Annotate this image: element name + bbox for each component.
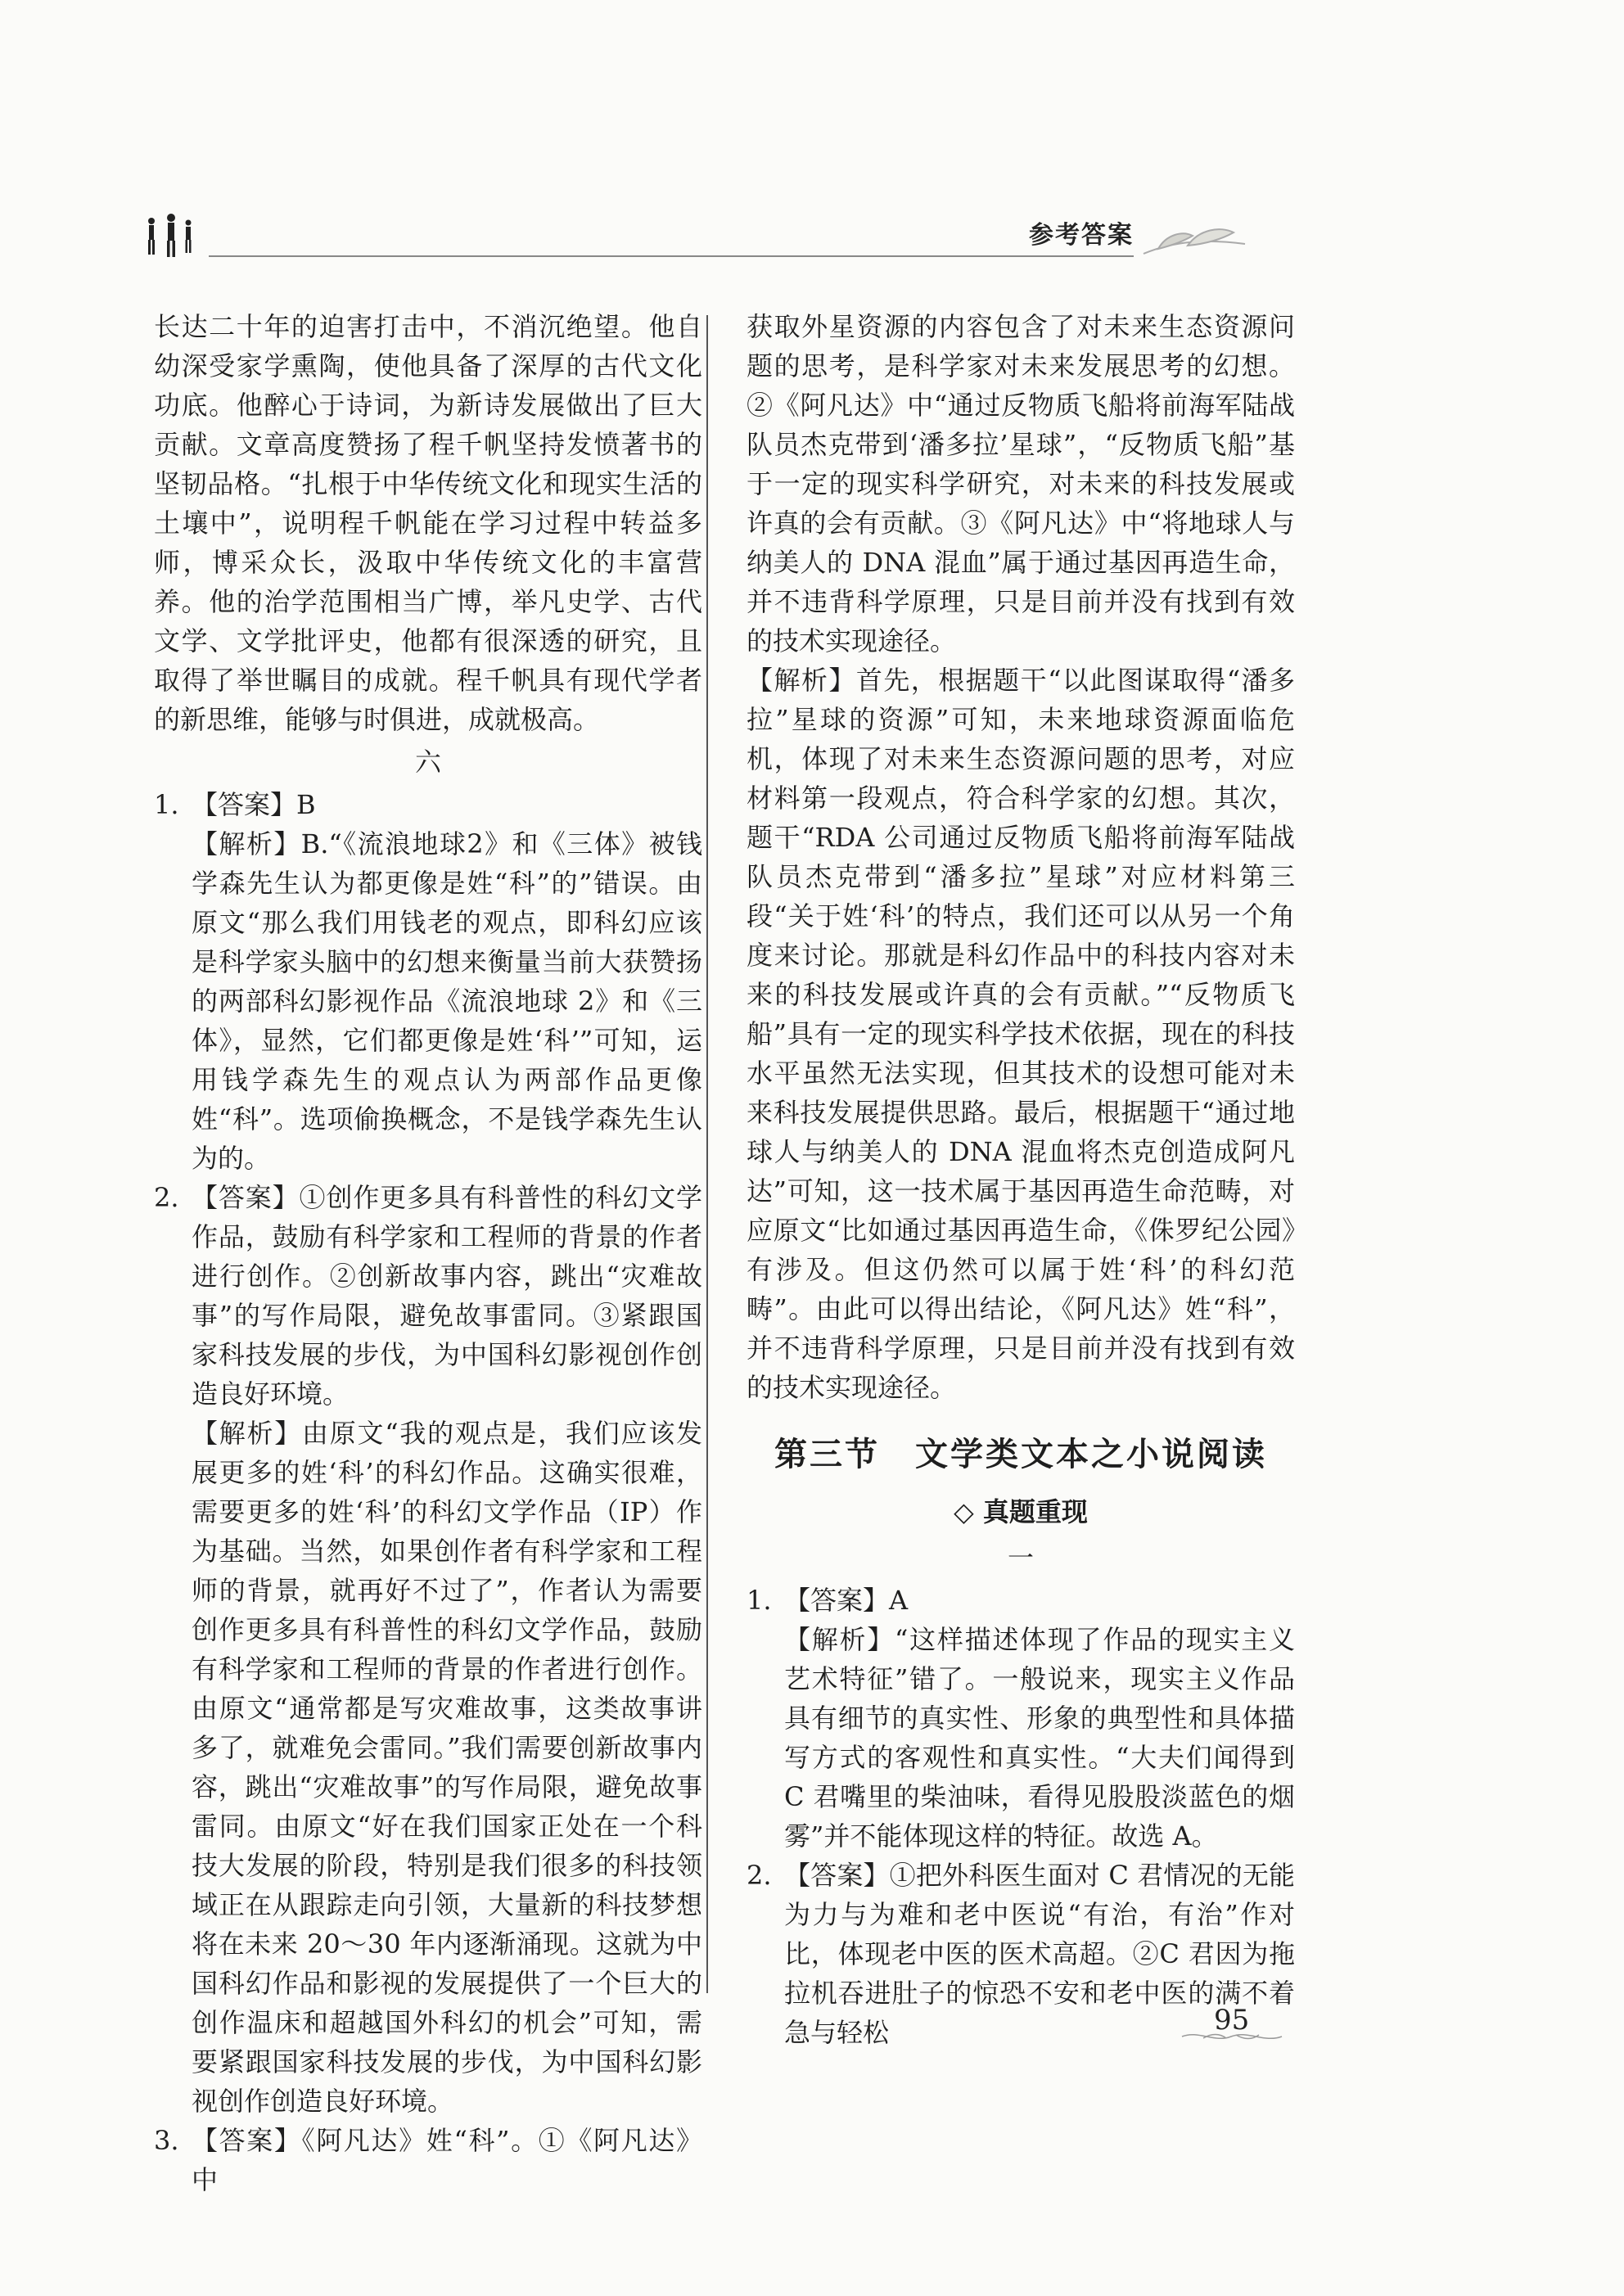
header-title: 参考答案 [1029, 221, 1134, 250]
analysis-text: 【解析】由原文“我的观点是，我们应该发展更多的姓‘科’的科幻作品。这确实很难，需要更多的姓‘科’的科幻文学作品（IP）作为基础。当然，如果创作者有科学家和工程师的背景，就再好不过了”，作者认为需要创作更多具有科普性的科幻文学作品，鼓励有科学家和工程师的背景的作者进行创作。由原文“通常都是写灾难故事，这类故事讲多了，就难免会雷同。”我们需要创新故事内容，跳出“灾难故事”的写作局限，避免故事雷同。由原文“好在我们国家正处在一个科技大发展的阶段，特别是我们很多的科技领域正在从跟踪走向引领，大量新的科技梦想将在未来 20～30 年内逐渐涌现。这就为中国科幻作品和影视的发展提供了一个巨大的创作温床和超越国外科幻的机会”可知，需要紧跟国家科技发展的步伐，为中国科幻影视创作创造良好环境。 [192, 1418, 702, 2117]
answer-text: 【答案】《阿凡达》姓“科”。①《阿凡达》中 [192, 2125, 702, 2195]
answer-text: 【答案】A [784, 1585, 909, 1616]
right-column [747, 307, 1295, 2052]
answer-text: 【答案】①把外科医生面对 C 君情况的无能为力与为难和老中医说“有治，有治”作对比，体现老中医的医术高超。②C 君因为拖拉机吞进肚子的惊恐不安和老中医的满不着急与轻松 [784, 1860, 1295, 2048]
leaf-ornament-icon [1142, 216, 1248, 262]
subsection-title: ◇ 真题重现 [954, 1496, 1088, 1527]
running-figures-icon [143, 213, 201, 259]
answer-text: 【答案】B [192, 789, 316, 820]
question-number: 2. [747, 1860, 772, 1891]
running-header [143, 213, 1248, 262]
section-mark: 六 [414, 747, 441, 778]
subsection-mark: 一 [1007, 1542, 1034, 1573]
question-number: 1. [154, 789, 179, 820]
left-column [154, 307, 702, 2199]
question-number: 1. [747, 1585, 772, 1616]
question-item [154, 2121, 702, 2199]
column-divider [706, 315, 708, 1993]
continuation-paragraph: 获取外星资源的内容包含了对未来生态资源问题的思考，是科学家对未来发展思考的幻想。②《阿凡达》中“通过反物质飞船将前海军陆战队员杰克带到‘潘多拉’星球”，“反物质飞船”基于一定的现实科学研究，对未来的科技发展或许真的会有贡献。③《阿凡达》中“将地球人与纳美人的 DNA 混血”属于通过基因再造生命，并不违背科学原理，只是目前并没有找到有效的技术实现途径。 [747, 311, 1295, 656]
intro-paragraph: 长达二十年的迫害打击中，不消沉绝望。他自幼深受家学熏陶，使他具备了深厚的古代文化功底。他醉心于诗词，为新诗发展做出了巨大贡献。文章高度赞扬了程千帆坚持发愤著书的坚韧品格。“扎根于中华传统文化和现实生活的土壤中”，说明程千帆能在学习过程中转益多师，博采众长，汲取中华传统文化的丰富营养。他的治学范围相当广博，举凡史学、古代文学、文学批评史，他都有很深透的研究，且取得了举世瞩目的成就。程千帆具有现代学者的新思维，能够与时俱进，成就极高。 [154, 311, 702, 735]
analysis-text: 【解析】“这样描述体现了作品的现实主义艺术特征”错了。一般说来，现实主义作品具有细节的真实性、形象的典型性和具体描写方式的客观性和真实性。“大夫们闻得到 C 君嘴里的柴油味，看得见股股淡蓝色的烟雾”并不能体现这样的特征。故选 A。 [784, 1624, 1295, 1852]
analysis-text: 【解析】首先，根据题干“以此图谋取得“潘多拉”星球的资源”可知，未来地球资源面临危机，体现了对未来生态资源问题的思考，对应材料第一段观点，符合科学家的幻想。其次，题干“RDA 公司通过反物质飞船将前海军陆战队员杰克带到“潘多拉”星球”对应材料第三段“关于姓‘科’的特点，我们还可以从另一个角度来讨论。那就是科幻作品中的科技内容对未来的科技发展或许真的会有贡献。”“反物质飞船”具有一定的现实科学技术依据，现在的科技水平虽然无法实现，但其技术的设想可能对未来科技发展提供思路。最后，根据题干“通过地球人与纳美人的 DNA 混血将杰克创造成阿凡达”可知，这一技术属于基因再造生命范畴，对应原文“比如通过基因再造生命，《侏罗纪公园》有涉及。但这仍然可以属于姓‘科’的科幻范畴”。由此可以得出结论，《阿凡达》姓“科”，并不违背科学原理，只是目前并没有找到有效的技术实现途径。 [747, 665, 1295, 1403]
page-number: 95 [1214, 2004, 1250, 2037]
question-item [747, 1581, 1295, 1856]
question-number: 2. [154, 1182, 179, 1213]
question-item [154, 785, 702, 1178]
answer-text: 【答案】①创作更多具有科普性的科幻文学作品，鼓励有科学家和工程师的背景的作者进行创作。②创新故事内容，跳出“灾难故事”的写作局限，避免故事雷同。③紧跟国家科技发展的步伐，为中国科幻影视创作创造良好环境。 [192, 1182, 702, 1410]
analysis-text: 【解析】B.“《流浪地球2》和《三体》被钱学森先生认为都更像是姓“科”的”错误。由原文“那么我们用钱老的观点，即科幻应该是科学家头脑中的幻想来衡量当前大获赞扬的两部科幻影视作品《流浪地球 2》和《三体》，显然，它们都更像是姓‘科’”可知，运用钱学森先生的观点认为两部作品更像姓“科”。选项偷换概念，不是钱学森先生认为的。 [192, 828, 702, 1174]
page-number-ornament-icon [1179, 2028, 1285, 2045]
question-item [154, 1178, 702, 2121]
question-item [747, 1856, 1295, 2052]
header-rule [209, 255, 1134, 257]
question-number: 3. [154, 2125, 179, 2156]
section-title: 第三节 文学类文本之小说阅读 [774, 1436, 1267, 1473]
